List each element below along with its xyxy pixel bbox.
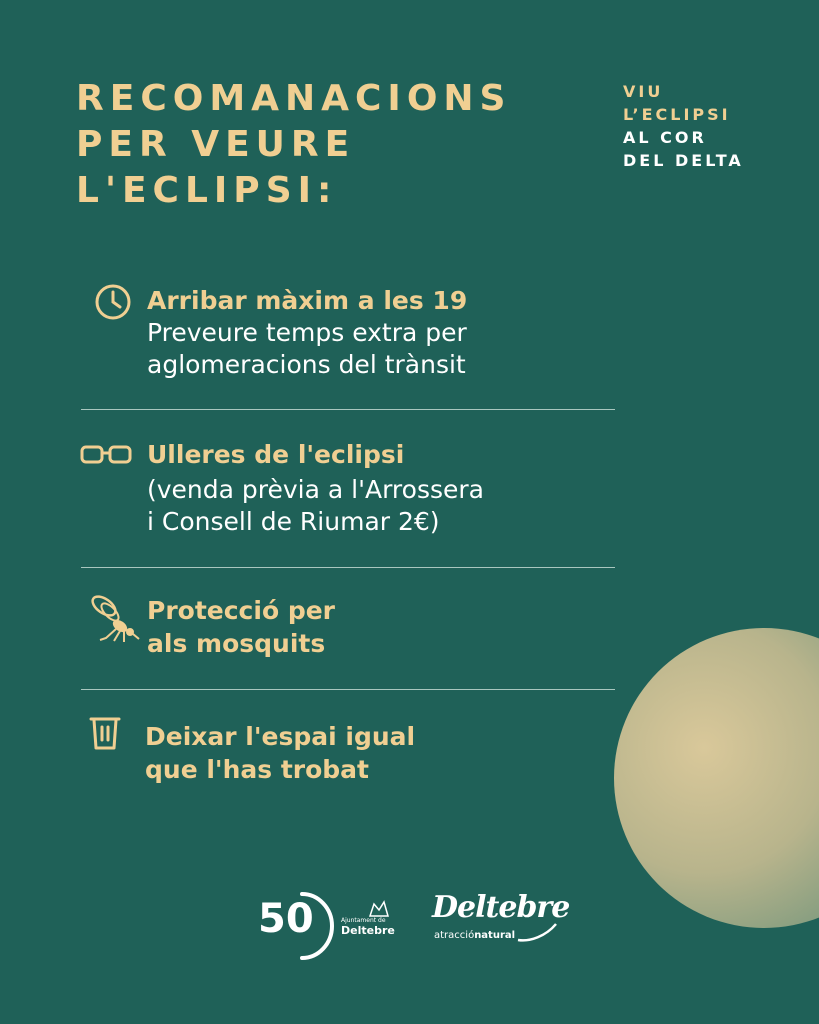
deltebre-brand-logo (432, 890, 570, 960)
anniversary-logo (258, 886, 398, 966)
council-label: Ajuntament de (341, 917, 386, 924)
coat-of-arms-icon (368, 900, 390, 918)
description-line: (venda prèvia a l'Arrossera (147, 475, 484, 504)
title-line-2: PER VEURE (76, 124, 356, 165)
heading-line: als mosquits (147, 629, 326, 658)
brand-subtitle (434, 930, 515, 941)
recommendation-description (147, 474, 484, 538)
heading-line: Protecció per (147, 596, 336, 625)
recommendation-heading: Arribar màxim a les 19 (147, 286, 468, 315)
tagline-line-1: VIU (623, 82, 664, 101)
divider (81, 409, 615, 410)
footer-logos (0, 880, 819, 970)
recommendation-heading (145, 720, 415, 786)
trash-icon (88, 714, 122, 752)
council-town: Deltebre (341, 924, 395, 937)
brand-sub-light: atracció (434, 930, 475, 941)
tagline-line-2: L’ECLIPSI (623, 105, 731, 124)
wave-icon (516, 920, 560, 944)
tagline-line-4: DEL DELTA (623, 151, 744, 170)
tagline-line-3: AL COR (623, 128, 707, 147)
page-title (76, 76, 512, 214)
tagline (623, 80, 744, 172)
brand-word: Deltebre (432, 890, 570, 925)
divider (81, 689, 615, 690)
recommendation-heading: Ulleres de l'eclipsi (147, 440, 405, 469)
divider (81, 567, 615, 568)
arc-icon (294, 888, 344, 964)
description-line: aglomeracions del trànsit (147, 350, 466, 379)
heading-line: que l'has trobat (145, 755, 369, 784)
brand-sub-bold: natural (474, 930, 516, 941)
description-line: Preveure temps extra per (147, 318, 467, 347)
glasses-icon (80, 444, 132, 466)
title-line-3: L'ECLIPSI: (76, 170, 338, 211)
title-line-1: RECOMANACIONS (76, 78, 512, 119)
clock-icon (94, 283, 132, 321)
recommendation-heading (147, 594, 335, 660)
description-line: i Consell de Riumar 2€) (147, 507, 440, 536)
mosquito-icon (88, 592, 140, 646)
recommendation-description (147, 317, 467, 381)
heading-line: Deixar l'espai igual (145, 722, 416, 751)
anniversary-number: 50 (258, 896, 314, 942)
